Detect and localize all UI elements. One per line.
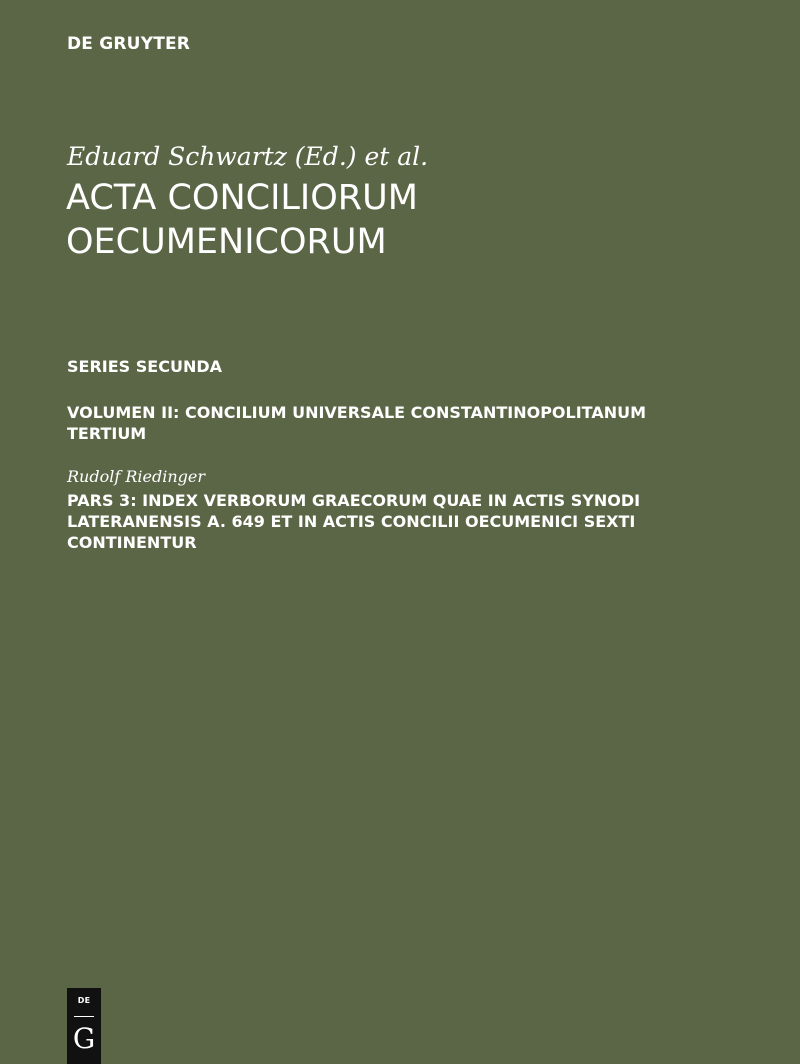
author-name: Rudolf Riedinger xyxy=(67,467,206,486)
volume-title-line-2: TERTIUM xyxy=(67,424,147,443)
editor-credit: Eduard Schwartz (Ed.) et al. xyxy=(67,142,429,171)
logo-divider xyxy=(74,1016,94,1017)
series-title: SERIES SECUNDA xyxy=(67,357,222,376)
volume-title-line-1: VOLUMEN II: CONCILIUM UNIVERSALE CONSTANTINOPOLITANUM xyxy=(67,403,647,422)
part-title xyxy=(67,490,767,553)
logo-g-letter: G xyxy=(72,1022,96,1055)
logo-de-text: DE xyxy=(77,996,91,1005)
part-title-line-1: PARS 3: INDEX VERBORUM GRAECORUM QUAE IN ACTIS SYNODI xyxy=(67,491,641,510)
part-title-line-3: CONTINENTUR xyxy=(67,533,197,552)
volume-title xyxy=(67,402,757,444)
book-title-line-1: ACTA CONCILIORUM xyxy=(66,178,418,218)
book-title xyxy=(66,176,766,264)
degruyter-logo xyxy=(67,988,101,1064)
part-title-line-2: LATERANENSIS A. 649 ET IN ACTIS CONCILII OECUMENICI SEXTI xyxy=(67,512,636,531)
publisher-name: DE GRUYTER xyxy=(67,34,191,54)
book-title-line-2: OECUMENICORUM xyxy=(66,222,387,262)
